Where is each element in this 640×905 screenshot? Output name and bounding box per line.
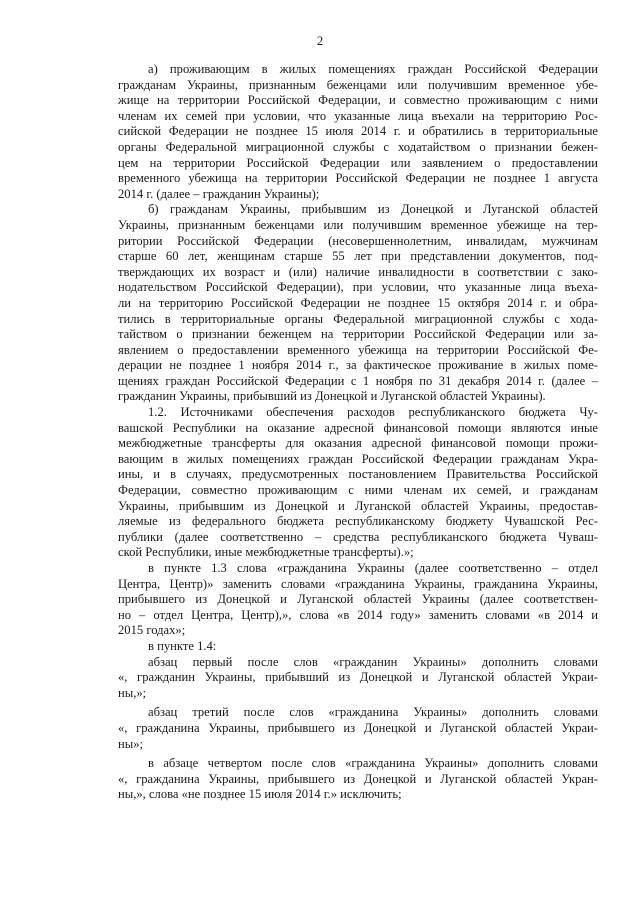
text-line: 2014 г. (далее – гражданин Украины); xyxy=(118,186,320,201)
text-line: временного убежища на территории Российской Федерации не позднее 1 августа xyxy=(118,171,598,186)
text-line: органы Федеральной миграционной службы с ходатайством о признании бежен- xyxy=(118,139,598,154)
text-line: публики (далее соответственно – средства республиканского бюджета Чуваш- xyxy=(118,529,598,544)
text-line: членам их семей при условии, что указанные лица въехали на территорию Рос- xyxy=(118,108,598,123)
text-line: ритории Российской Федерации (несовершеннолетним, инвалидам, мужчинам xyxy=(118,233,598,248)
paragraph xyxy=(118,639,598,655)
paragraph xyxy=(118,202,598,405)
text-line: Украины, признанным беженцами или получившим временное убежище на тер- xyxy=(118,217,598,232)
text-line: щениях граждан Российской Федерации с 1 ноября по 31 декабря 2014 г. (далее – xyxy=(118,373,598,388)
text-line: вающим в жилых помещениях граждан Российской Федерации гражданам Укра- xyxy=(118,451,598,466)
text-line: б) гражданам Украины, прибывшим из Донецкой и Луганской областей xyxy=(148,202,598,217)
paragraph xyxy=(118,62,598,202)
text-line: в пункте 1.4: xyxy=(148,638,217,653)
text-line: тверждающих их возраст и (или) наличие инвалидности в соответствии с зако- xyxy=(118,264,598,279)
text-line: абзац третий после слов «гражданина Украины» дополнить словами xyxy=(148,705,598,720)
text-line: Федерации, совместно проживающим с ними членам их семей, и гражданам xyxy=(118,483,598,498)
text-line: 2015 годах»; xyxy=(118,623,186,638)
document-body xyxy=(118,62,598,803)
text-line: явлением о предоставлении временного убежища на территории Российской Фе- xyxy=(118,342,598,357)
paragraph xyxy=(118,405,598,561)
text-line: гражданин Украины, прибывший из Донецкой и Луганской областей Украины). xyxy=(118,389,546,404)
text-line: ны,», слова «не позднее 15 июля 2014 г.» исключить; xyxy=(118,787,402,802)
text-line: гражданам Украины, признанным беженцами или получившим временное убе- xyxy=(118,77,598,92)
text-line: ляемые из федерального бюджета республиканскому бюджету Чувашской Рес- xyxy=(118,514,598,529)
text-line: ской Республики, иные межбюджетные трансферты).»; xyxy=(118,545,414,560)
text-line: а) проживающим в жилых помещениях граждан Российской Федерации xyxy=(148,62,598,76)
text-line: в абзаце четвертом после слов «гражданина Украины» дополнить словами xyxy=(148,756,598,771)
text-line: ны»; xyxy=(118,736,143,751)
paragraph xyxy=(118,655,598,702)
text-line: дерации не позднее 1 ноября 2014 г., за фактическое проживание в жилых поме- xyxy=(118,358,598,373)
text-line: но – отдел Центра, Центр),», слова «в 2014 году» заменить словами «в 2014 и xyxy=(118,607,598,622)
text-line: старше 60 лет, женщинам старше 55 лет при представлении документов, под- xyxy=(118,249,598,264)
text-line: Украины, прибывшим из Донецкой и Луганской областей Украины, предостав- xyxy=(118,498,598,513)
text-line: 1.2. Источниками обеспечения расходов республиканского бюджета Чу- xyxy=(148,405,598,420)
text-line: тились в территориальные органы Федеральной миграционной службы с хода- xyxy=(118,311,598,326)
text-line: жище на территории Российской Федерации, и совместно проживающим с ними xyxy=(118,93,598,108)
text-line: абзац первый после слов «гражданин Украины» дополнить словами xyxy=(148,654,598,669)
text-line: вашской Республики на оказание адресной финансовой помощи являются иные xyxy=(118,420,598,435)
text-line: прибывшего из Донецкой и Луганской областей Украины (далее соответствен- xyxy=(118,592,598,607)
text-line: «, гражданина Украины, прибывшего из Донецкой и Луганской областей Украи- xyxy=(118,720,598,735)
text-line: Центра, Центр)» заменить словами «гражданина Украины, гражданина Украины, xyxy=(118,576,598,591)
text-line: цем на территории Российской Федерации или заявлением о предоставлении xyxy=(118,155,598,170)
text-line: в пункте 1.3 слова «гражданина Украины (далее соответственно – отдел xyxy=(148,561,598,575)
text-line: сийской Федерации не позднее 15 июля 2014 г. и обратились в территориальные xyxy=(118,124,598,139)
text-line: ли на территорию Российской Федерации не позднее 15 октября 2014 г. и обра- xyxy=(118,295,598,310)
text-line: нодательством Российской Федерации), при условии, что указанные лица въеха- xyxy=(118,280,598,295)
text-line: тайством о признании беженцем на территории Российской Федерации или за- xyxy=(118,327,598,342)
text-line: «, гражданин Украины, прибывший из Донецкой и Луганской областей Украи- xyxy=(118,670,598,685)
text-line: ины, и в случаях, предусмотренных постановлением Правительства Российской xyxy=(118,467,598,482)
paragraph xyxy=(118,561,598,639)
text-line: «, гражданина Украины, прибывшего из Донецкой и Луганской областей Укран- xyxy=(118,771,598,786)
paragraph xyxy=(118,705,598,752)
paragraph xyxy=(118,756,598,803)
text-line: ны,»; xyxy=(118,685,147,700)
page-number: 2 xyxy=(316,34,324,48)
text-line: межбюджетные трансферты для оказания адресной финансовой помощи прожи- xyxy=(118,436,598,451)
